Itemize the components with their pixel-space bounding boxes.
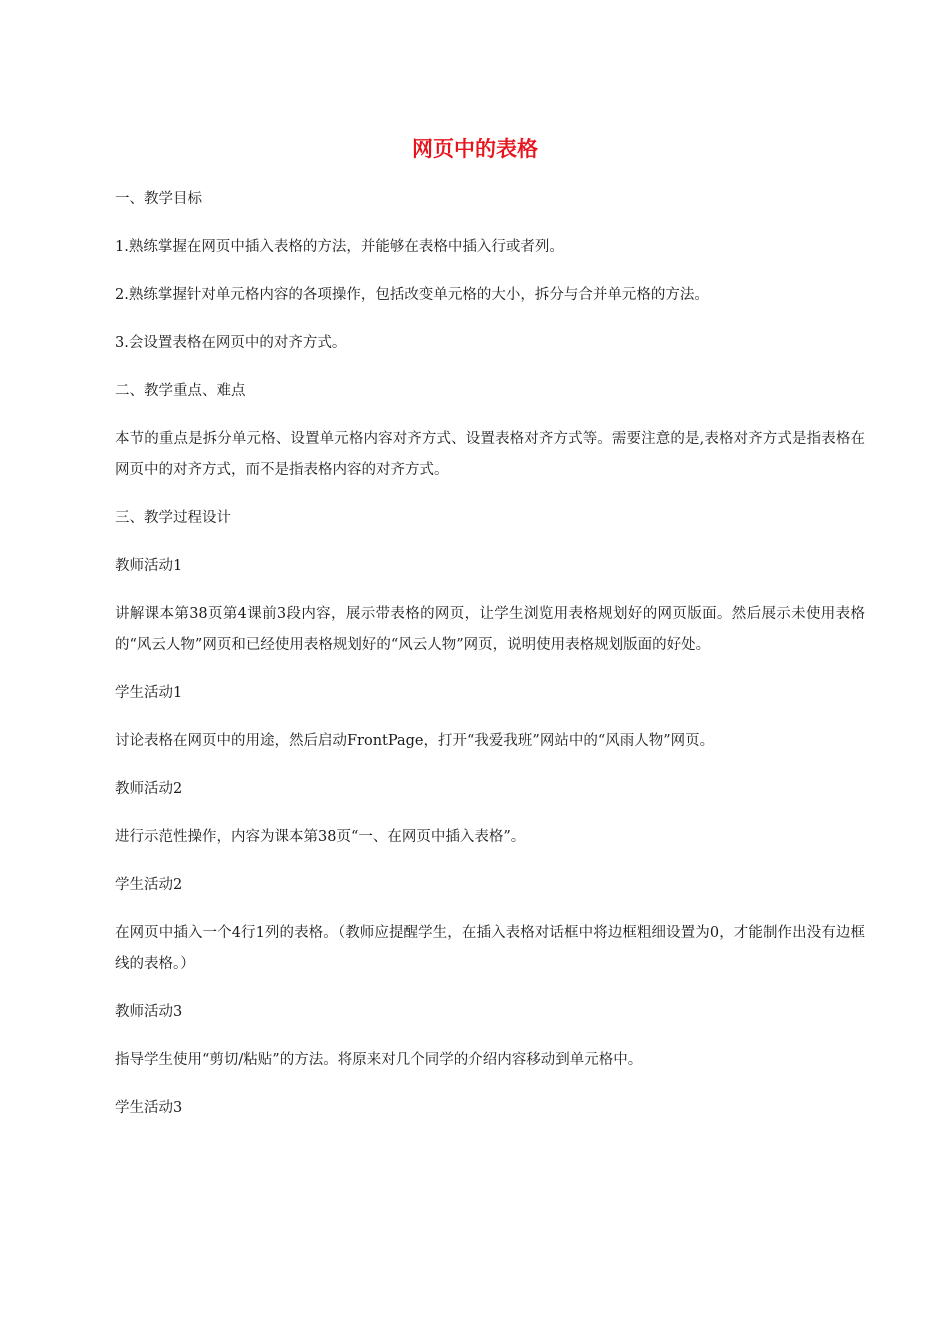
section-heading-key-points: 二、教学重点、难点: [115, 383, 246, 399]
objective-item-2: 2.熟练掌握针对单元格内容的各项操作，包括改变单元格的大小，拆分与合并单元格的方法。: [115, 287, 709, 303]
teacher-activity-2-text: 进行示范性操作，内容为课本第38页“一、在网页中插入表格”。: [115, 829, 526, 845]
student-activity-1-heading: 学生活动1: [115, 685, 183, 701]
teacher-activity-1-text: 讲解课本第38页第4课前3段内容，展示带表格的网页，让学生浏览用表格规划好的网页版面。然后展示未使用表格的“风云人物”网页和已经使用表格规划好的“风云人物”网页，说明使用表格规划版面的好处。: [115, 606, 865, 653]
teacher-activity-1-heading: 教师活动1: [115, 558, 183, 574]
student-activity-3-heading: 学生活动3: [115, 1100, 183, 1116]
student-activity-2-text: 在网页中插入一个4行1列的表格。（教师应提醒学生，在插入表格对话框中将边框粗细设置为0，才能制作出没有边框线的表格。）: [115, 925, 865, 972]
document-body: [115, 184, 865, 1141]
objective-item-1: 1.熟练掌握在网页中插入表格的方法，并能够在表格中插入行或者列。: [115, 239, 564, 255]
key-points-paragraph: 本节的重点是拆分单元格、设置单元格内容对齐方式、设置表格对齐方式等。需要注意的是,表格对齐方式是指表格在网页中的对齐方式，而不是指表格内容的对齐方式。: [115, 431, 865, 478]
document-title: 网页中的表格: [412, 137, 538, 161]
student-activity-2-heading: 学生活动2: [115, 877, 183, 893]
teacher-activity-2-heading: 教师活动2: [115, 781, 183, 797]
teacher-activity-3-heading: 教师活动3: [115, 1004, 183, 1020]
teacher-activity-3-text: 指导学生使用“剪切/粘贴”的方法。将原来对几个同学的介绍内容移动到单元格中。: [115, 1052, 643, 1068]
student-activity-1-text: 讨论表格在网页中的用途，然后启动FrontPage，打开“我爱我班”网站中的“风雨人物”网页。: [115, 733, 715, 749]
section-heading-objectives: 一、教学目标: [115, 191, 202, 207]
section-heading-process: 三、教学过程设计: [115, 510, 231, 526]
objective-item-3: 3.会设置表格在网页中的对齐方式。: [115, 335, 347, 351]
